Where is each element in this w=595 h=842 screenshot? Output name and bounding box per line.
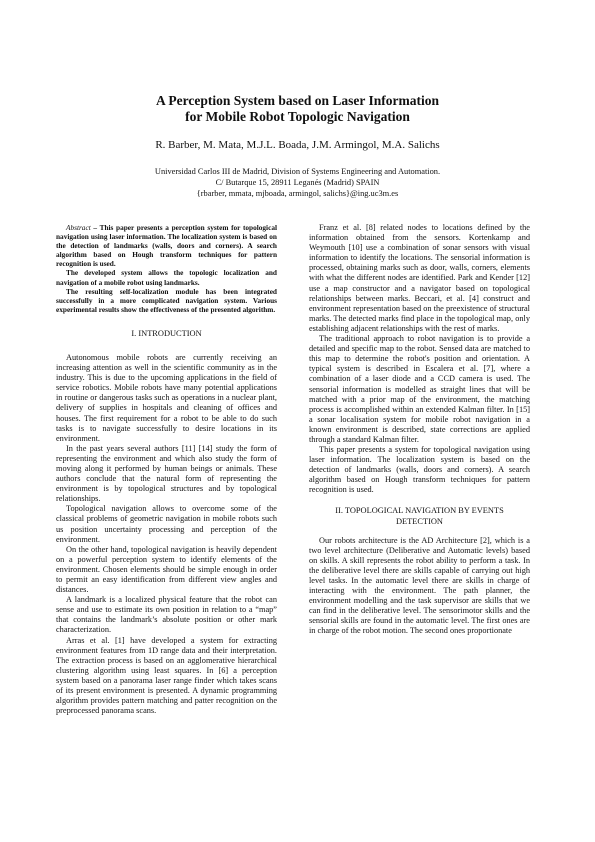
intro-paragraph-6: Arras et al. [1] have developed a system for extracting environment features from 1D range data and their interpretation. The extraction process is based on an agglomerative hierarchical clustering algorithm using least squares. In [6] a perception system based on a panorama laser range finder which takes scans of its present environment is presented. A dynamic programming algorithm provides pattern matching and patter recognition on the preprocessed panorama scans.: [56, 635, 277, 716]
affiliation-emails: {rbarber, mmata, mjboada, armingol, salichs}@ing.uc3m.es: [196, 189, 399, 198]
abstract-label: Abstract: [66, 223, 91, 232]
intro-paragraph-3: Topological navigation allows to overcome some of the classical problems of geometric navigation in mobile robots such us position uncertainty processing and perception of the environment.: [56, 504, 277, 544]
right-column: [309, 223, 530, 636]
left-column: [56, 223, 277, 716]
intro-paragraph-5: A landmark is a localized physical feature that the robot can sense and use to estimate its own position in relation to a “map” that contains the landmark’s absolute position or other mark characterization.: [56, 595, 277, 635]
author-list: R. Barber, M. Mata, M.J.L. Boada, J.M. Armingol, M.A. Salichs: [155, 139, 440, 151]
affiliation-line-2: C/ Butarque 15, 28911 Leganés (Madrid) SPAIN: [215, 178, 380, 187]
section-heading-introduction: I. INTRODUCTION: [131, 328, 202, 338]
paper-title: [0, 93, 595, 125]
abstract-paragraph-3: The resulting self-localization module has been integrated successfully in a more complicated navigation system. Various experimental results show the effectiveness of the presented algorithm.: [56, 286, 277, 314]
abstract-paragraph-1: [56, 223, 277, 268]
section2-paragraph-1: Our robots architecture is the AD Architecture [2], which is a two level architecture (Deliberative and Automatic levels) based on skills. A skill represents the robot ability to perform a task. In the deliberative level there are skills capable of carrying out high level tasks. In the automatic level there are skills in charge of interacting with the environment. The path planner, the environment modelling and the task supervisor are skills that we can find in the deliberative level. The sensorimotor skills and the sensorial skills are found in the automatic level. The first ones are in charge of the robot motion. The second ones proportionate: [309, 535, 530, 636]
abstract-text-1: – This paper presents a perception system for topological navigation using laser information. The localization system is based on the detection of landmarks (walls, doors and corners). A search algorithm based on Hough transform techniques for pattern recognition is used.: [56, 223, 277, 269]
intro-paragraph-1: Autonomous mobile robots are currently receiving an increasing attention as well in the scientific community as in the industry. This is due to the upcoming applications in the field of service robotics. Mobile robots have many potential applications in routine or dangerous tasks such as operations in a nuclear plant, delivery of supplies in hospitals and cleaning of offices and houses. The first requirement for a robot to be able to do such tasks is to navigate successfully to desire locations in its environment.: [56, 352, 277, 443]
title-line-2: for Mobile Robot Topologic Navigation: [185, 109, 410, 124]
affiliation-line-1: Universidad Carlos III de Madrid, Division of Systems Engineering and Automation.: [154, 167, 441, 176]
intro-paragraph-9: This paper presents a system for topological navigation using laser information. The localization system is based on the detection of landmarks (walls, doors and corners). A search algorithm based on Hough transform techniques for pattern recognition is used.: [309, 445, 530, 495]
section-heading-line-1: II. TOPOLOGICAL NAVIGATION BY EVENTS: [335, 505, 504, 515]
abstract: [56, 223, 277, 314]
intro-paragraph-4: On the other hand, topological navigation is heavily dependent on a powerful perception system to identify elements of the environment. Chosen elements should be simple enough in order to permit an easy identification from different view angles and distances.: [56, 544, 277, 595]
intro-paragraph-8: The traditional approach to robot navigation is to provide a detailed and specific map to the robot. Sensed data are matched to this map to determine the robot's position and orientation. A typical system is described in Escalera et al. [7], where a combination of a laser diode and a CCD camera is used. The sensorial information is modelled as straight lines that will be matched with a prior map of the environment, the matching process is accomplished within an extended Kalman filter. In [15] a sonar localisation system for mobile robot navigation in a known environment is described, state corrections are applied through a standard Kalman filter.: [309, 334, 530, 444]
title-line-1: A Perception System based on Laser Information: [156, 93, 439, 108]
intro-paragraph-2: In the past years several authors [11] [14] study the form of representing the environment and which also study the form of moving along it performed by human beings or animals. These authors conclude that the natural form of representing the environment is by topological structures and by topological relationships.: [56, 443, 277, 504]
section-heading-topological-navigation: [309, 505, 530, 527]
affiliation: [0, 166, 595, 199]
intro-paragraph-7: Franz et al. [8] related nodes to locations defined by the information obtained from the sensors. Kortenkamp and Weymouth [10] use a combination of sonar sensors with visual information to identify the locations. The sensorial information is processed, obtaining marks such as door, walls, corners, elements with what the different nodes are identified. Park and Kender [12] use a map constructor and a navigator based on topological relationships between marks. Beccari, et al. [4] construct and environment representation based on the preexistence of structural marks. The detected marks find place in the topological map, only establishing adjacent relationships with the rest of marks.: [309, 223, 530, 333]
abstract-paragraph-2: The developed system allows the topologic localization and navigation of a mobile robot using landmarks.: [56, 268, 277, 287]
section-heading-line-2: DETECTION: [396, 516, 443, 526]
